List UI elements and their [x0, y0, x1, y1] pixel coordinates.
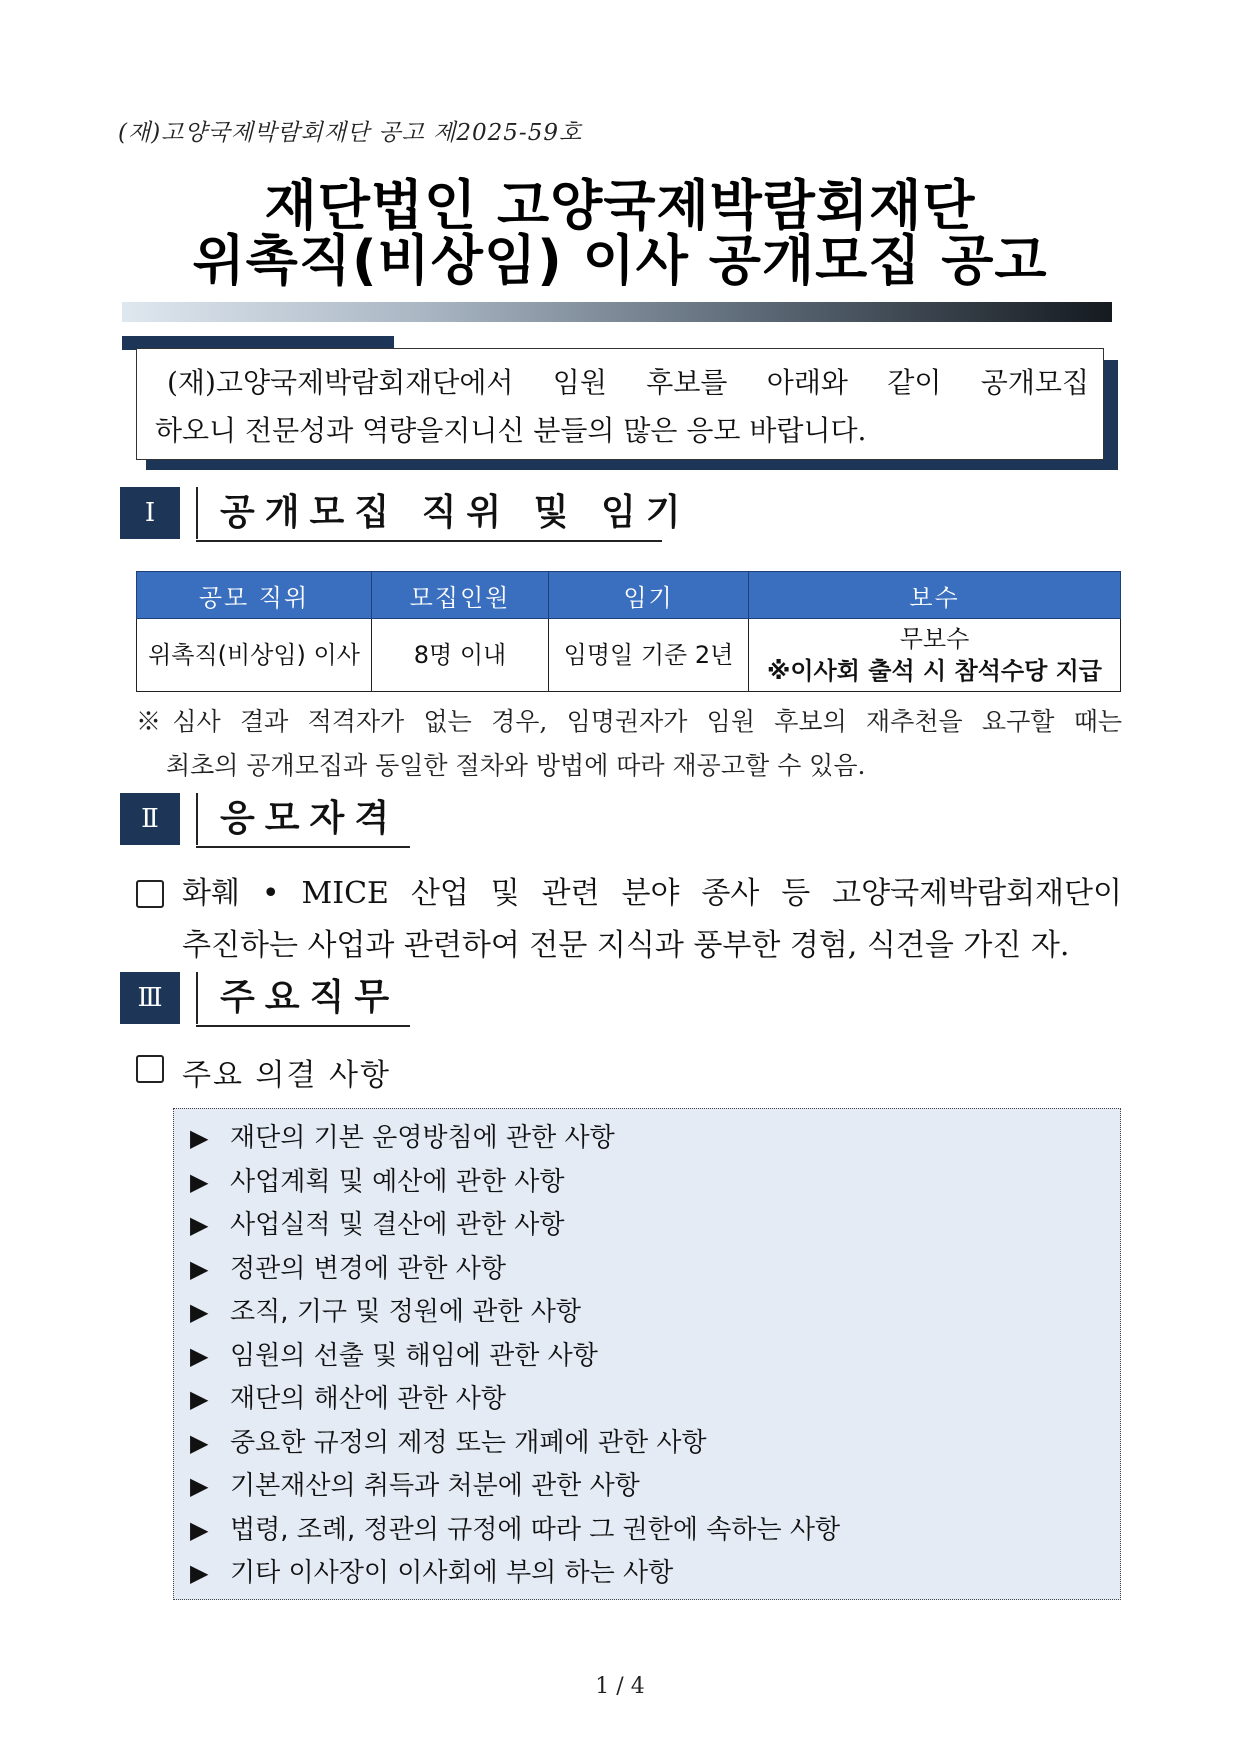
col-count-header: 모집인원	[372, 572, 549, 619]
arrow-right-icon: ▶	[190, 1428, 209, 1457]
arrow-right-icon: ▶	[190, 1559, 209, 1587]
table-row	[137, 619, 1121, 692]
pay-main: 무보수	[899, 625, 970, 653]
section1-note	[136, 700, 1122, 788]
cell-position: 위촉직(비상임) 이사	[137, 619, 372, 692]
section3-title: 주요직무	[220, 977, 400, 1018]
list-item: ▶ 임원의 선출 및 해임에 관한 사항	[174, 1335, 1120, 1379]
list-item: ▶ 조직, 기구 및 정원에 관한 사항	[174, 1291, 1120, 1335]
list-item: ▶ 재단의 기본 운영방침에 관한 사항	[174, 1117, 1120, 1161]
checkbox-icon	[136, 1055, 164, 1083]
cell-count: 8명 이내	[372, 619, 549, 692]
list-item: ▶ 중요한 규정의 제정 또는 개폐에 관한 사항	[174, 1422, 1120, 1466]
page-title-line1: 재단법인 고양국제박람회재단	[264, 174, 976, 237]
duties-box	[173, 1108, 1121, 1600]
page-title-line2: 위촉직(비상임) 이사 공개모집 공고	[192, 229, 1048, 292]
list-item: ▶ 기타 이사장이 이사회에 부의 하는 사항	[174, 1552, 1120, 1596]
list-item: ▶ 사업계획 및 예산에 관한 사항	[174, 1161, 1120, 1205]
cell-pay	[749, 619, 1121, 692]
list-item: ▶ 사업실적 및 결산에 관한 사항	[174, 1204, 1120, 1248]
col-position-header: 공모 직위	[137, 572, 372, 619]
title-gradient-bar	[122, 302, 1112, 322]
qualification-line2: 추진하는 사업과 관련하여 전문 지식과 풍부한 경험, 식견을 가진 자.	[182, 928, 1070, 963]
intro-line2: 하오니 전문성과 역량을지니신 분들의 많은 응모 바랍니다.	[155, 414, 867, 447]
col-term-header: 임기	[549, 572, 749, 619]
note-line1: ※심사 결과 적격자가 없는 경우, 임명권자가 임원 후보의 재추천을 요구할 때는	[136, 707, 1122, 736]
notice-number: (재)고양국제박람회재단 공고 제2025-59호	[118, 120, 583, 146]
intro-line1: (재)고양국제박람회재단에서 임원 후보를 아래와 같이 공개모집	[167, 366, 1089, 399]
section1-divider	[196, 487, 198, 539]
section3-divider	[196, 972, 198, 1024]
section3-number: Ⅲ	[120, 972, 180, 1024]
qualification-text	[182, 868, 1122, 972]
list-item: ▶ 정관의 변경에 관한 사항	[174, 1248, 1120, 1292]
list-item: ▶ 기본재산의 취득과 처분에 관한 사항	[174, 1465, 1120, 1509]
cell-term: 임명일 기준 2년	[549, 619, 749, 692]
position-table	[136, 571, 1121, 692]
arrow-right-icon: ▶	[190, 1385, 209, 1413]
arrow-right-icon: ▶	[190, 1341, 209, 1370]
arrow-right-icon: ▶	[190, 1472, 209, 1500]
section1-title: 공개모집 직위 및 임기	[220, 492, 691, 533]
note-line2: 최초의 공개모집과 동일한 절차와 방법에 따라 재공고할 수 있음.	[166, 751, 866, 780]
arrow-right-icon: ▶	[190, 1298, 209, 1326]
page-number: 1 / 4	[595, 1674, 645, 1699]
arrow-right-icon: ▶	[190, 1124, 209, 1152]
table-header-row	[137, 572, 1121, 619]
arrow-right-icon: ▶	[190, 1211, 209, 1239]
section2-divider	[196, 793, 198, 845]
section1-underline	[196, 540, 662, 542]
list-item: ▶ 법령, 조례, 정관의 규정에 따라 그 권한에 속하는 사항	[174, 1509, 1120, 1553]
section2-title: 응모자격	[220, 798, 400, 839]
section2-underline	[196, 846, 410, 848]
section3-underline	[196, 1025, 410, 1027]
section1-number: Ⅰ	[120, 487, 180, 539]
arrow-right-icon: ▶	[190, 1515, 209, 1544]
list-item: ▶ 재단의 해산에 관한 사항	[174, 1378, 1120, 1422]
section2-number: Ⅱ	[120, 793, 180, 845]
pay-note: ※이사회 출석 시 참석수당 지급	[767, 657, 1102, 685]
col-pay-header: 보수	[749, 572, 1121, 619]
duties-lead: 주요 의결 사항	[182, 1058, 391, 1093]
arrow-right-icon: ▶	[190, 1254, 209, 1283]
intro-box	[136, 348, 1104, 460]
arrow-right-icon: ▶	[190, 1167, 209, 1196]
qualification-line1: 화훼 • MICE 산업 및 관련 분야 종사 등 고양국제박람회재단이	[182, 876, 1122, 911]
checkbox-icon	[136, 880, 164, 908]
